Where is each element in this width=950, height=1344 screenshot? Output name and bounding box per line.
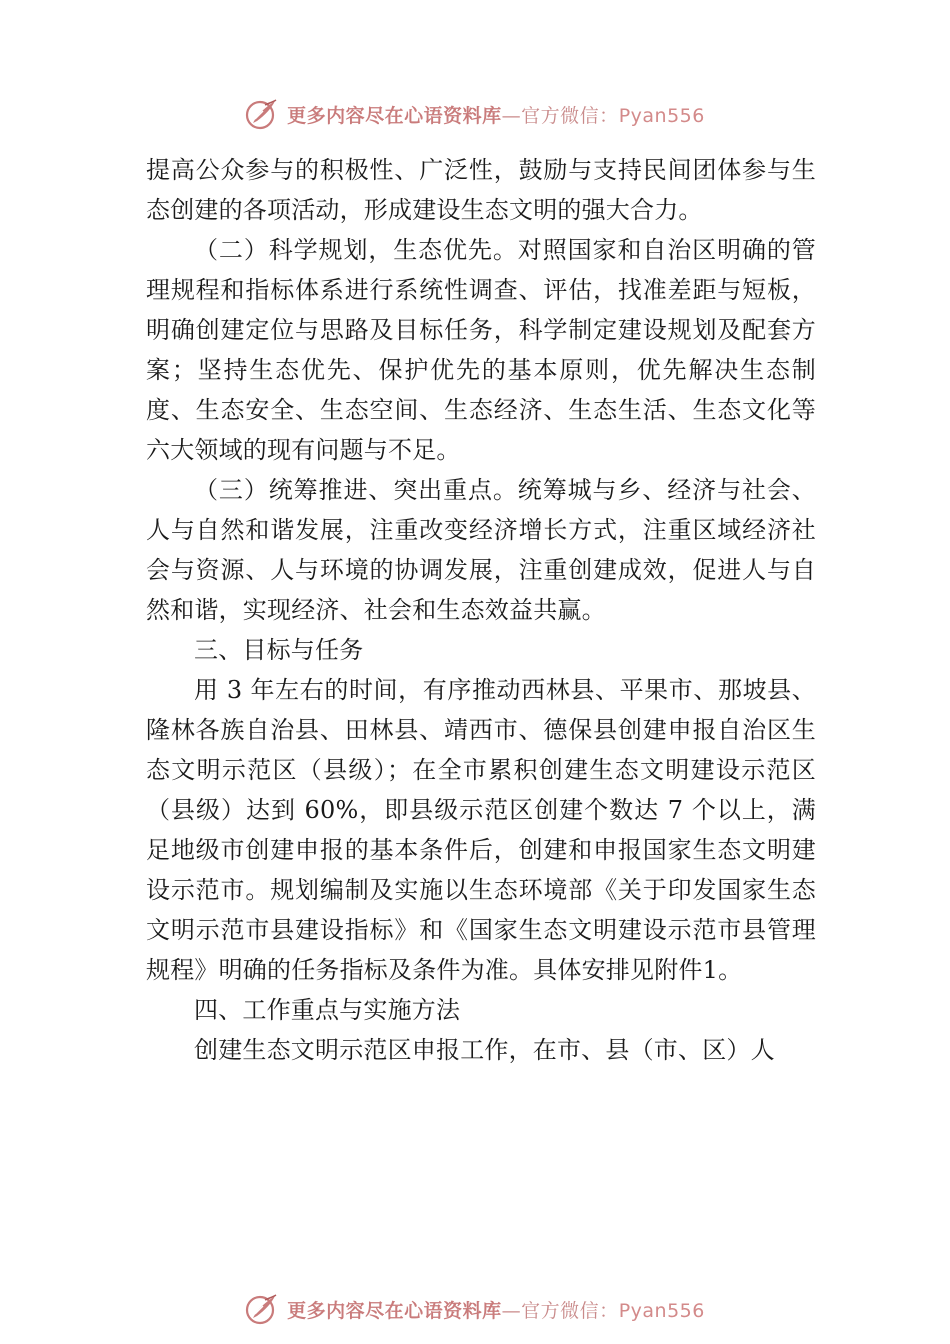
section-heading-3: 三、目标与任务	[194, 636, 364, 664]
watermark-main-text: 更多内容尽在心语资料库	[287, 104, 502, 127]
quill-logo-icon	[245, 97, 279, 131]
watermark-footer	[0, 1289, 950, 1329]
watermark-wechat-label: 官方微信：	[521, 104, 619, 127]
paragraph-5: 创建生态文明示范区申报工作，在市、县（市、区）人	[194, 1036, 775, 1064]
watermark-text	[287, 101, 705, 128]
watermark-header	[0, 94, 950, 134]
document-body	[146, 150, 816, 1070]
watermark-wechat-id: Pyan556	[618, 1299, 705, 1322]
paragraph-3: （三）统筹推进、突出重点。统筹城与乡、经济与社会、人与自然和谐发展，注重改变经济增长方式，注重区域经济社会与资源、人与环境的协调发展，注重创建成效，促进人与自然和谐，实现经济、社会和生态效益共赢。	[146, 476, 816, 624]
quill-logo-icon	[245, 1292, 279, 1326]
watermark-wechat-id: Pyan556	[618, 104, 705, 127]
watermark-dash: —	[501, 104, 522, 127]
watermark-wechat-label: 官方微信：	[521, 1299, 619, 1322]
paragraph-1: 提高公众参与的积极性、广泛性，鼓励与支持民间团体参与生态创建的各项活动，形成建设生态文明的强大合力。	[146, 156, 816, 224]
watermark-dash: —	[501, 1299, 522, 1322]
watermark-text	[287, 1296, 705, 1323]
paragraph-2: （二）科学规划，生态优先。对照国家和自治区明确的管理规程和指标体系进行系统性调查、评估，找准差距与短板，明确创建定位与思路及目标任务，科学制定建设规划及配套方案；坚持生态优先、保护优先的基本原则，优先解决生态制度、生态安全、生态空间、生态经济、生态生活、生态文化等六大领域的现有问题与不足。	[146, 236, 816, 464]
section-heading-4: 四、工作重点与实施方法	[194, 996, 461, 1024]
paragraph-4: 用 3 年左右的时间，有序推动西林县、平果市、那坡县、隆林各族自治县、田林县、靖西市、德保县创建申报自治区生态文明示范区（县级）；在全市累积创建生态文明建设示范区（县级）达到 60%，即县级示范区创建个数达 7 个以上，满足地级市创建申报的基本条件后，创建和申报国家生态文明建设示范市。规划编制及实施以生态环境部《关于印发国家生态文明示范市县建设指标》和《国家生态文明建设示范市县管理规程》明确的任务指标及条件为准。具体安排见附件1。	[146, 676, 816, 984]
watermark-main-text: 更多内容尽在心语资料库	[287, 1299, 502, 1322]
